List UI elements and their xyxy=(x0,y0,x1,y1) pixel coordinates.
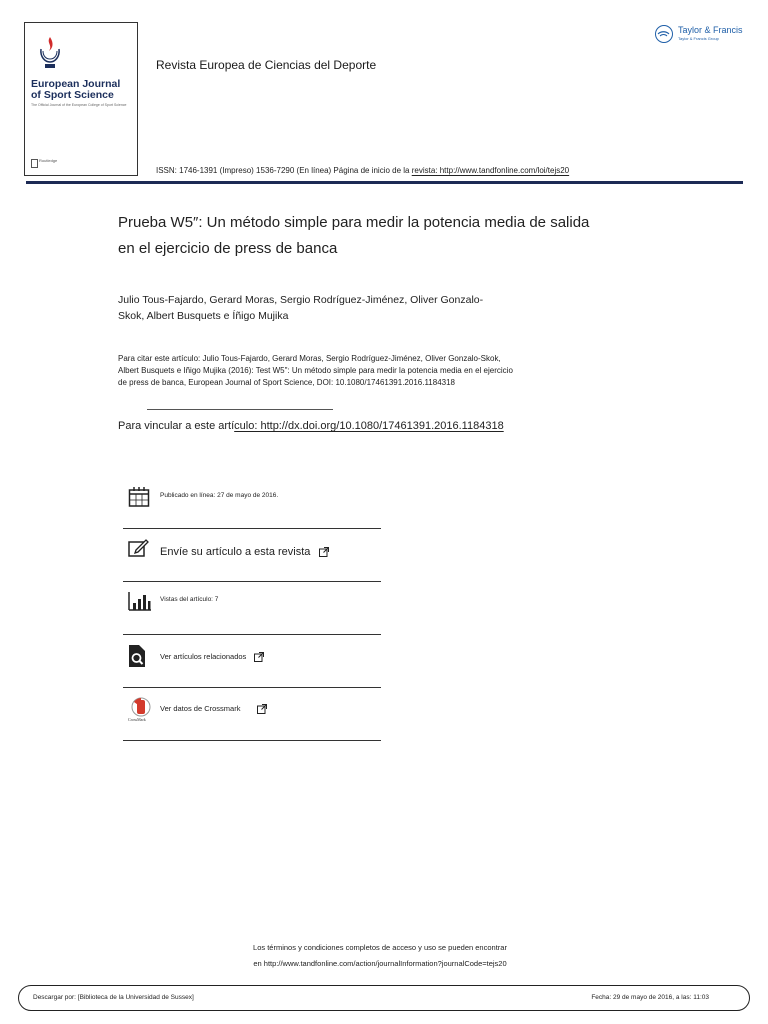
article-authors: Julio Tous-Fajardo, Gerard Moras, Sergio Rodríguez-Jiménez, Oliver Gonzalo- Skok, Albert Busquets e Íñigo Mujika xyxy=(118,294,484,322)
document-search-icon xyxy=(128,644,146,668)
taylor-francis-logo xyxy=(655,24,747,46)
journal-emblem-icon xyxy=(37,35,63,71)
download-info-bar xyxy=(18,985,750,1011)
external-link-icon xyxy=(319,547,329,557)
cover-title: European Journal of Sport Science xyxy=(31,78,121,101)
published-date-text: Publicado en línea: 27 de mayo de 2016. xyxy=(160,492,279,499)
related-articles-text: Ver artículos relacionados xyxy=(160,652,247,661)
info-divider xyxy=(123,528,381,529)
external-link-icon xyxy=(254,652,264,662)
related-articles-link[interactable] xyxy=(124,644,380,670)
publisher-name: Taylor & Francis xyxy=(678,25,743,35)
info-divider xyxy=(123,581,381,582)
crossmark-badge-text: CrossMark xyxy=(128,717,146,722)
edit-icon xyxy=(128,538,150,558)
info-divider xyxy=(123,634,381,635)
submit-article-text: Envíe su artículo a esta revista xyxy=(160,546,311,558)
publisher-group: Taylor & Francis Group xyxy=(678,36,719,41)
journal-name: Revista Europea de Ciencias del Deporte xyxy=(156,58,377,72)
issn-line: ISSN: 1746-1391 (Impreso) 1536-7290 (En línea) Página de inicio de la revista: http://www.tandfonline.com/loi/tejs20 xyxy=(156,166,570,175)
download-date: Fecha: 29 de mayo de 2016, a las: 11:03 xyxy=(591,994,709,1001)
terms-link[interactable]: en http://www.tandfonline.com/action/journalInformation?journalCode=tejs20 xyxy=(253,959,507,968)
terms-notice: Los términos y condiciones completos de acceso y uso se pueden encontrar en http://www.tandfonline.com/action/journalInformation?journalCode=tejs20 xyxy=(180,940,580,972)
header-divider xyxy=(26,181,743,184)
doi-link-line: Para vincular a este artículo: http://dx.doi.org/10.1080/17461391.2016.1184318 xyxy=(118,420,504,432)
crossmark-link[interactable] xyxy=(124,696,380,726)
info-divider xyxy=(123,687,381,688)
cover-publisher: Routledge xyxy=(39,158,58,163)
article-title: Prueba W5″: Un método simple para medir la potencia media de salida en el ejercicio de press de banca xyxy=(118,214,590,257)
article-views-text: Vistas del artículo: 7 xyxy=(160,596,219,603)
published-date xyxy=(124,486,380,510)
external-link-icon xyxy=(257,704,267,714)
journal-cover xyxy=(24,22,138,176)
routledge-logo-icon xyxy=(31,159,38,168)
citation: Para citar este artículo: Julio Tous-Fajardo, Gerard Moras, Sergio Rodríguez-Jiménez, Oliver Gonzalo-Skok, Albert Busquets e Iñigo Mujika (2016): Test W5": Un método simple para medir la potencia media en el ejercicio de press de banca, European Journal of Sport Science, DOI: 10.1080/17461391.2016.1184318 xyxy=(118,354,513,387)
article-views xyxy=(124,590,380,614)
crossmark-text: Ver datos de Crossmark xyxy=(160,704,241,713)
bar-chart-icon xyxy=(128,591,152,611)
journal-homepage-link[interactable]: revista: http://www.tandfonline.com/loi/tejs20 xyxy=(411,166,570,175)
calendar-icon xyxy=(128,486,150,508)
citation-divider xyxy=(147,409,333,410)
downloaded-by: Descargar por: [Biblioteca de la Universidad de Sussex] xyxy=(33,994,194,1001)
cover-subtitle: The Official Journal of the European College of Sport Science xyxy=(31,103,127,107)
taylor-francis-logo-icon xyxy=(655,25,673,43)
doi-link[interactable]: culo: http://dx.doi.org/10.1080/17461391.2016.1184318 xyxy=(234,420,504,432)
submit-article-link[interactable] xyxy=(124,536,380,562)
info-divider xyxy=(123,740,381,741)
